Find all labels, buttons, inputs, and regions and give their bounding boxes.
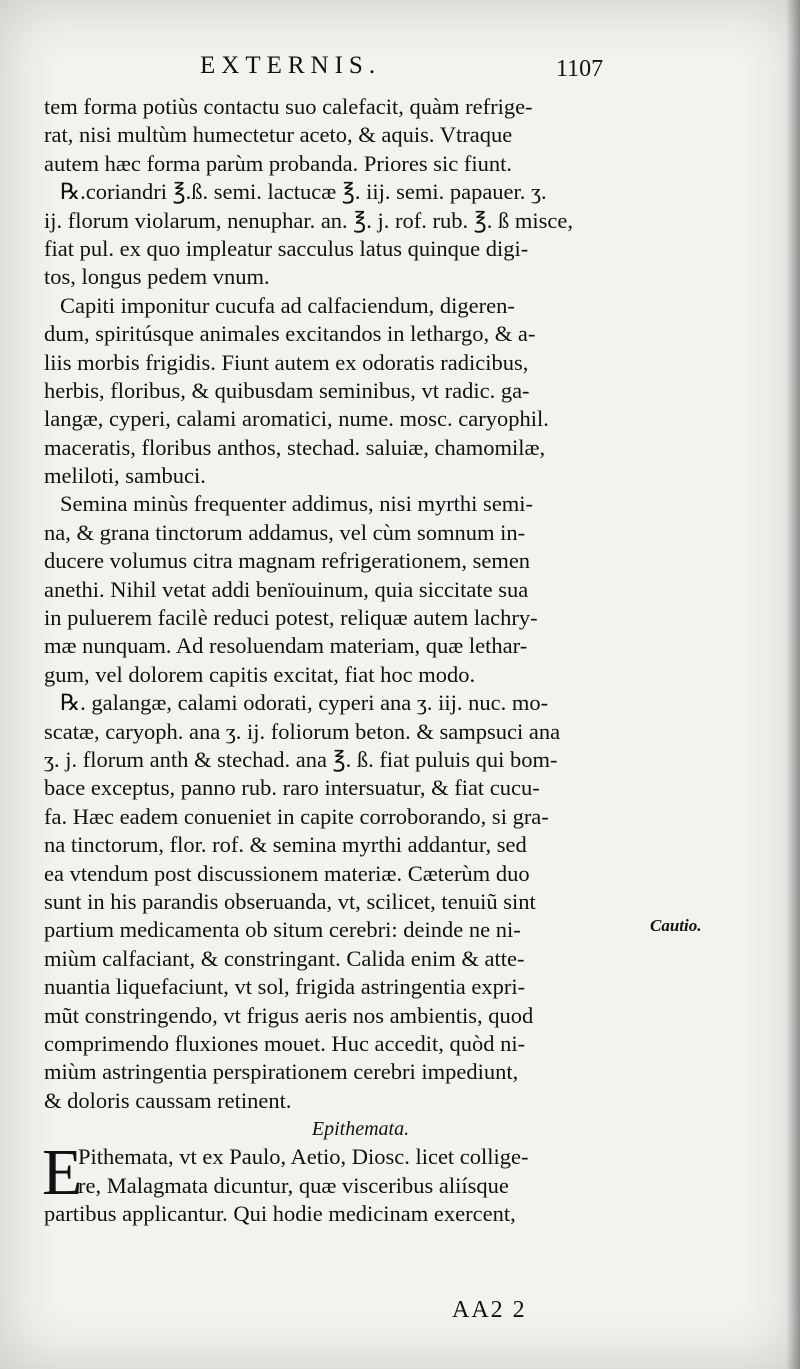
running-head: EXTERNIS. (200, 52, 382, 79)
text-line: Pithemata, vt ex Paulo, Aetio, Diosc. licet collige- (78, 1144, 529, 1170)
text-line: gum, vel dolorem capitis excitat, fiat hoc modo. (44, 661, 476, 687)
text-line: partium medicamenta ob situm cerebri: deinde ne ni- (44, 917, 521, 943)
text-line: in puluerem facilè reduci potest, reliquæ autem lachry- (44, 605, 538, 631)
text-line: mæ nunquam. Ad resoluendam materiam, quæ lethar- (44, 633, 528, 659)
text-line: rat, nisi multùm humectetur aceto, & aquis. Vtraque (44, 122, 513, 148)
text-line: dum, spiritúsque animales excitandos in lethargo, & a- (44, 321, 536, 347)
text-line: herbis, floribus, & quibusdam seminibus, vt radic. ga- (44, 377, 530, 403)
text-line: ℞. galangæ, calami odorati, cyperi ana ʒ. iij. nuc. mo- (60, 690, 549, 716)
text-line: miùm calfaciant, & constringant. Calida enim & atte- (44, 945, 525, 971)
section-heading: Epithemata. (311, 1118, 410, 1141)
text-line: autem hæc forma parùm probanda. Priores sic fiunt. (44, 150, 512, 176)
text-line: maceratis, floribus anthos, stechad. saluiæ, chamomilæ, (44, 434, 546, 460)
text-line: nuantia liquefaciunt, vt sol, frigida astringentia expri- (44, 974, 526, 1000)
text-line: tem forma potiùs contactu suo calefacit, quàm refrige- (44, 94, 533, 119)
text-line: ij. florum violarum, nenuphar. an. ℥. j. rof. rub. ℥. ß misce, (44, 207, 574, 233)
text-line: na tinctorum, flor. rof. & semina myrthi addantur, sed (44, 832, 527, 858)
text-line: ʒ. j. florum anth & stechad. ana ℥. ß. fiat puluis qui bom- (44, 746, 558, 772)
text-line: bace exceptus, panno rub. raro intersuatur, & fiat cucu- (44, 775, 540, 801)
text-line: tos, longus pedem vnum. (44, 264, 270, 290)
text-line: mũt constringendo, vt frigus aeris nos ambientis, quod (44, 1002, 534, 1028)
text-line: sunt in his parandis obseruanda, vt, scilicet, tenuiũ sint (44, 888, 536, 914)
text-line: fiat pul. ex quo impleatur sacculus latus quinque digi- (44, 235, 529, 261)
text-line: miùm astringentia perspirationem cerebri impediunt, (44, 1059, 519, 1085)
text-line: fa. Hæc eadem conueniet in capite corroborando, si gra- (44, 803, 549, 829)
text-line: partibus applicantur. Qui hodie medicinam exercent, (44, 1201, 516, 1227)
main-text (44, 93, 647, 1229)
text-line: na, & grana tinctorum addamus, vel cùm somnum in- (44, 519, 526, 545)
signature-mark: AA2 2 (452, 1297, 527, 1323)
page-number: 1107 (556, 56, 604, 82)
marginal-note: Cautio. (650, 916, 702, 935)
text-line: scatæ, caryoph. ana ʒ. ij. foliorum beton. & sampsuci ana (44, 718, 561, 744)
text-line: & doloris caussam retinent. (44, 1087, 292, 1113)
text-line: meliloti, sambuci. (44, 463, 206, 489)
text-line: ℞.coriandri ℥.ß. semi. lactucæ ℥. iij. semi. papauer. ʒ. (60, 179, 547, 205)
text-line: Capiti imponitur cucufa ad calfaciendum, digeren- (60, 292, 515, 318)
text-line: langæ, cyperi, calami aromatici, nume. mosc. caryophil. (44, 406, 549, 432)
text-line: comprimendo fluxiones mouet. Huc accedit, quòd ni- (44, 1030, 526, 1056)
page-edge-shadow (786, 0, 800, 1369)
text-line: ea vtendum post discussionem materiæ. Cæterùm duo (44, 860, 530, 886)
text-line: liis morbis frigidis. Fiunt autem ex odoratis radicibus, (44, 349, 529, 375)
text-line: anethi. Nihil vetat addi benïouinum, quia siccitate sua (44, 576, 529, 602)
dropcap-paragraph (42, 1136, 647, 1228)
text-line: Semina minùs frequenter addimus, nisi myrthi semi- (60, 491, 534, 517)
drop-cap: E (42, 1136, 83, 1210)
text-line: re, Malagmata dicuntur, quæ visceribus aliísque (78, 1172, 509, 1198)
text-line: ducere volumus citra magnam refrigerationem, semen (44, 548, 531, 574)
